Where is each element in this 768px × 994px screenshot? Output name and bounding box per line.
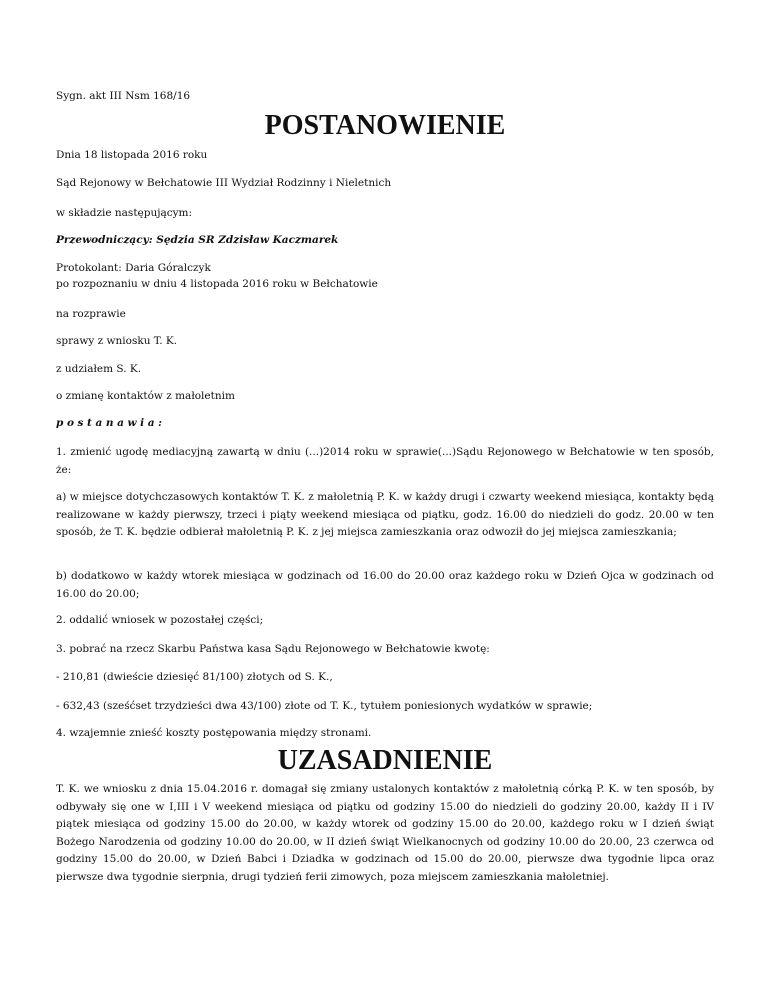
ruling-point-1b: b) dodatkowo w każdy wtorek miesiąca w godzinach od 16.00 do 20.00 oraz każdego roku w Dzień Ojca w godzinach od 16.00 do 20.00;: [56, 570, 714, 600]
case-description: sprawy z wniosku T. K.: [56, 335, 178, 347]
case-signature: Sygn. akt III Nsm 168/16: [56, 90, 191, 102]
justification-title: UZASADNIENIE: [277, 745, 493, 776]
ruling-point-1a: a) w miejsce dotychczasowych kontaktów T. K. z małoletnią P. K. w każdy drugi i czwarty weekend miesiąca, kontakty będą realizowane w każdy pierwszy, trzeci i piąty weekend miesiąca od piątku, godz. 16.00 do niedzieli do godz. 20.00 w ten sposób, że T. K. będzie odbierał małoletnią P. K. z jej miejsca zamieszkania oraz odwoził do jej miejsca zamieszkania;: [56, 491, 714, 538]
ruling-point-3: 3. pobrać na rzecz Skarbu Państwa kasa Sądu Rejonowego w Bełchatowie kwotę:: [56, 643, 490, 655]
court-clerk: Protokolant: Daria Góralczyk: [56, 262, 211, 274]
court-name: Sąd Rejonowy w Bełchatowie III Wydział Rodzinny i Nieletnich: [56, 177, 392, 189]
ruling-point-1: 1. zmienić ugodę mediacyjną zawartą w dniu (...)2014 roku w sprawie(...)Sądu Rejonowego w Bełchatowie w ten sposób, że:: [56, 446, 714, 476]
case-subject: o zmianę kontaktów z małoletnim: [56, 390, 235, 402]
composition-line: w składzie następującym:: [56, 207, 193, 219]
hearing-date: po rozpoznaniu w dniu 4 listopada 2016 roku w Bełchatowie: [56, 278, 378, 290]
date-line: Dnia 18 listopada 2016 roku: [56, 149, 208, 161]
ruling-point-2: 2. oddalić wniosek w pozostałej części;: [56, 614, 264, 626]
session-type: na rozprawie: [56, 308, 126, 320]
decision-title: POSTANOWIENIE: [264, 110, 506, 141]
ruling-point-4: 4. wzajemnie znieść koszty postępowania między stronami.: [56, 727, 372, 739]
presiding-judge: Przewodniczący: Sędzia SR Zdzisław Kaczmarek: [56, 234, 339, 246]
ruling-cost-1: - 210,81 (dwieście dziesięć 81/100) złotych od S. K.,: [56, 671, 333, 683]
participant-line: z udziałem S. K.: [56, 363, 142, 375]
decision-heading: postanawia:: [56, 417, 166, 429]
justification-paragraph: T. K. we wniosku z dnia 15.04.2016 r. domagał się zmiany ustalonych kontaktów z małoletnią córką P. K. w ten sposób, by odbywały się one w I,III i V weekend miesiąca od piątku od godziny 15.00 do niedzieli do godziny 20.00, każdy II i IV piątek miesiąca od godziny 15.00 do 20.00, w każdy wtorek od godziny 15.00 do 20.00, każdego roku w I dzień świąt Bożego Narodzenia od godziny 10.00 do 20.00, w II dzień świąt Wielkanocnych od godziny 10.00 do 20.00, 23 czerwca od godziny 15.00 do 20.00, w Dzień Babci i Dziadka w godzinach od 15.00 do 20.00, pierwsze dwa tygodnie lipca oraz pierwsze dwa tygodnie sierpnia, drugi tydzień ferii zimowych, poza miejscem zamieszkania małoletniej.: [56, 783, 714, 883]
ruling-cost-2: - 632,43 (sześćset trzydzieści dwa 43/100) złote od T. K., tytułem poniesionych wydatków w sprawie;: [56, 700, 593, 712]
